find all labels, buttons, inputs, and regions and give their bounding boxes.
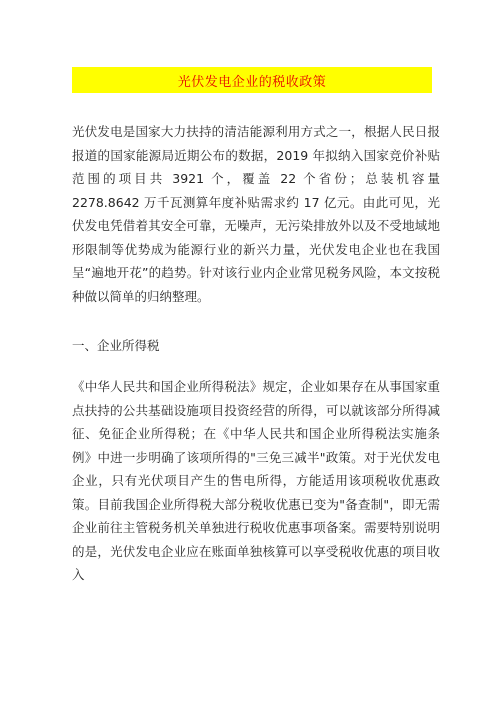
intro-paragraph: 光伏发电是国家大力扶持的清洁能源利用方式之一，根据人民日报报道的国家能源局近期公布的数据，2019 年拟纳入国家竞价补贴范围的项目共 3921 个，覆盖 22 个省份；总装机容量 2278.8642 万千瓦测算年度补贴需求约 17 亿元。由此可见，光伏发电凭借着其安全可靠，无噪声，无污染排放外以及不受地域地形限制等优势成为能源行业的新兴力量，光伏发电企业也在我国呈“遍地开花”的趋势。针对该行业内企业常见税务风险，本文按税种做以简单的归纳整理。 — [72, 124, 440, 304]
section-paragraph-corporate-income-tax: 《中华人民共和国企业所得税法》规定，企业如果存在从事国家重点扶持的公共基础设施项目投资经营的所得，可以就该部分所得减征、免征企业所得税；在《中华人民共和国企业所得税法实施条例》中进一步明确了该项所得的"三免三减半"政策。对于光伏发电企业，只有光伏项目产生的售电所得，方能适用该项税收优惠政策。目前我国企业所得税大部分税收优惠已变为"备查制"，即无需企业前往主管税务机关单独进行税收优惠事项备案。需要特别说明的是，光伏发电企业应在账面单独核算可以享受税收优惠的项目收入 — [72, 379, 440, 582]
title-banner — [72, 67, 432, 93]
section-heading-corporate-income-tax: 一、企业所得税 — [72, 338, 160, 353]
document-title: 光伏发电企业的税收政策 — [177, 74, 327, 90]
